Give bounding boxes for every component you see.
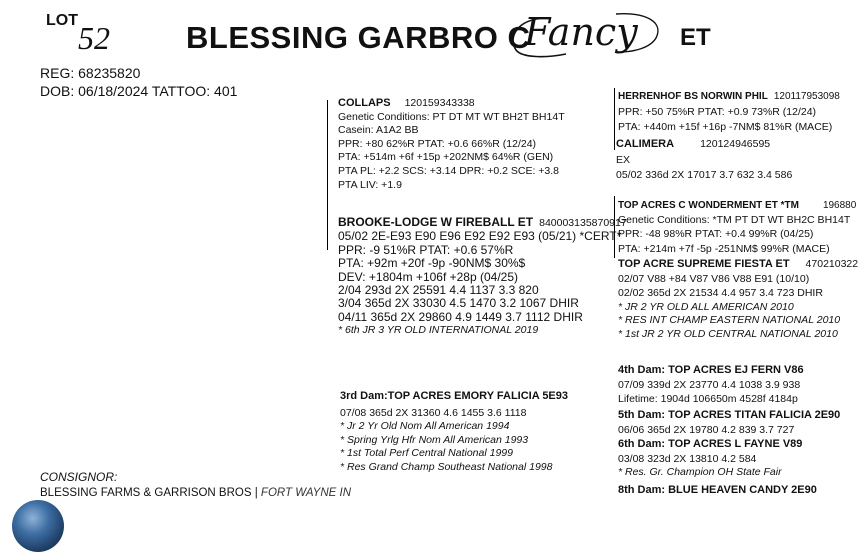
fiesta-honor: * JR 2 YR OLD ALL AMERICAN 2010 (618, 300, 794, 313)
fourth-dam-title: 4th Dam: TOP ACRES EJ FERN V86 (618, 364, 804, 376)
calimera-block (616, 138, 792, 183)
mgs-honor: * 6th JR 3 YR OLD INTERNATIONAL 2019 (338, 324, 539, 337)
fiesta-block (618, 258, 858, 342)
animal-name: BLESSING GARBRO C (186, 20, 531, 55)
wonderment-line: Genetic Conditions: *TM PT DT WT BH2C BH14T (618, 213, 851, 226)
mgs-line: DEV: +1804m +106f +28p (04/25) (338, 269, 519, 284)
fiesta-line: 02/02 365d 2X 21534 4.4 957 3.4 723 DHIR (618, 287, 823, 300)
calimera-name: CALIMERA (616, 138, 675, 150)
sire-line: Genetic Conditions: PT DT MT WT BH2T BH14T (338, 110, 565, 123)
sixth-dam-honor: * Res. Gr. Champion OH State Fair (618, 466, 782, 479)
nickname-logo (506, 8, 666, 60)
sixth-dam-block (618, 438, 802, 480)
sixth-dam-line: 03/08 323d 2X 13810 4.2 584 (618, 452, 757, 465)
third-dam-title: 3rd Dam:TOP ACRES EMORY FALICIA 5E93 (340, 390, 569, 402)
lot-label: LOT (46, 12, 78, 29)
sire-line: PPR: +80 62%R PTAT: +0.6 66%R (12/24) (338, 137, 537, 150)
fourth-dam-line: Lifetime: 1904d 106650m 4528f 4184p (618, 393, 798, 406)
mgs-line: PPR: -9 51%R PTAT: +0.6 57%R (338, 242, 514, 257)
fiesta-line: 02/07 V88 +84 V87 V86 V88 E91 (10/10) (618, 272, 810, 285)
herrenhof-reg: 120117953098 (773, 91, 840, 102)
dam-bracket-line-1 (614, 88, 615, 150)
third-dam-block (340, 390, 568, 475)
consignor-info (40, 487, 351, 499)
consignor-location: FORT WAYNE IN (260, 487, 352, 499)
mgs-line: 3/04 365d 2X 33030 4.5 1470 3.2 1067 DHIR (338, 296, 579, 311)
consignor-separator: | (251, 487, 261, 499)
mgs-line: 05/02 2E-E93 E90 E96 E92 E92 E93 (05/21) *CERT* (338, 229, 622, 244)
wonderment-reg: 196880 (822, 200, 857, 211)
sire-line: PTA PL: +2.2 SCS: +3.14 DPR: +0.2 SCE: +3.8 (338, 164, 560, 177)
lot-number: 52 (78, 20, 110, 56)
fifth-dam-block (618, 409, 840, 437)
mgs-line: 2/04 293d 2X 25591 4.4 1137 3.3 820 (338, 283, 539, 298)
calimera-line: 05/02 336d 2X 17017 3.7 632 3.4 586 (616, 169, 793, 182)
calimera-line: EX (616, 153, 631, 166)
mgs-block (338, 216, 627, 338)
consignor-name: BLESSING FARMS & GARRISON BROS (40, 487, 252, 499)
third-dam-honor: * Res Grand Champ Southeast National 1998 (340, 460, 553, 473)
sire-line: Casein: A1A2 BB (338, 124, 419, 137)
third-dam-honor: * Spring Yrlg Hfr Nom All American 1993 (340, 433, 529, 446)
nickname-text: Fancy (524, 10, 638, 54)
calimera-reg: 120124946595 (700, 138, 771, 150)
wonderment-name: TOP ACRES C WONDERMENT ET *TM (618, 200, 799, 211)
birth-date-tattoo: DOB: 06/18/2024 TATTOO: 401 (40, 83, 238, 99)
mgs-reg: 840003135870917 (539, 217, 627, 229)
fiesta-honor: * 1st JR 2 YR OLD CENTRAL NATIONAL 2010 (618, 327, 838, 340)
wonderment-line: PTA: +214m +7f -5p -251NM$ 99%R (MACE) (618, 242, 830, 255)
globe-logo-icon (12, 500, 64, 552)
fourth-dam-block (618, 364, 804, 407)
eighth-dam-block (618, 484, 817, 498)
wonderment-block (618, 199, 856, 256)
sire-line: PTA LIV: +1.9 (338, 178, 402, 191)
fiesta-name: TOP ACRE SUPREME FIESTA ET (618, 258, 790, 270)
fifth-dam-line: 06/06 365d 2X 19780 4.2 839 3.7 727 (618, 423, 795, 436)
mgs-name: BROOKE-LODGE W FIREBALL ET (338, 215, 534, 229)
sire-reg: 120159343338 (404, 97, 475, 109)
mgs-line: 04/11 365d 2X 29860 4.9 1449 3.7 1112 DHIR (338, 309, 583, 324)
herrenhof-line: PPR: +50 75%R PTAT: +0.9 73%R (12/24) (618, 105, 817, 118)
eighth-dam-title: 8th Dam: BLUE HEAVEN CANDY 2E90 (618, 484, 817, 496)
fiesta-honor: * RES INT CHAMP EASTERN NATIONAL 2010 (618, 314, 841, 327)
sire-block (338, 97, 565, 192)
sire-name: COLLAPS (338, 97, 391, 109)
third-dam-honor: * Jr 2 Yr Old Nom All American 1994 (340, 420, 510, 433)
sire-line: PTA: +514m +6f +15p +202NM$ 64%R (GEN) (338, 151, 554, 164)
registration: REG: 68235820 (40, 65, 141, 81)
consignor-label: CONSIGNOR: (40, 470, 118, 484)
fiesta-reg: 470210322 (805, 258, 859, 270)
herrenhof-block (618, 90, 840, 135)
mgs-line: PTA: +92m +20f -9p -90NM$ 30%$ (338, 256, 526, 271)
herrenhof-line: PTA: +440m +15f +16p -7NM$ 81%R (MACE) (618, 121, 833, 134)
third-dam-honor: * 1st Total Perf Central National 1999 (340, 447, 513, 460)
third-dam-line: 07/08 365d 2X 31360 4.6 1455 3.6 1118 (340, 406, 527, 419)
fourth-dam-line: 07/09 339d 2X 23770 4.4 1038 3.9 938 (618, 378, 801, 391)
sixth-dam-title: 6th Dam: TOP ACRES L FAYNE V89 (618, 438, 803, 450)
sire-bracket-line (327, 100, 328, 250)
animal-suffix: ET (680, 24, 711, 51)
wonderment-line: PPR: -48 98%R PTAT: +0.4 99%R (04/25) (618, 228, 814, 241)
herrenhof-name: HERRENHOF BS NORWIN PHIL (618, 91, 768, 102)
fifth-dam-title: 5th Dam: TOP ACRES TITAN FALICIA 2E90 (618, 409, 841, 421)
